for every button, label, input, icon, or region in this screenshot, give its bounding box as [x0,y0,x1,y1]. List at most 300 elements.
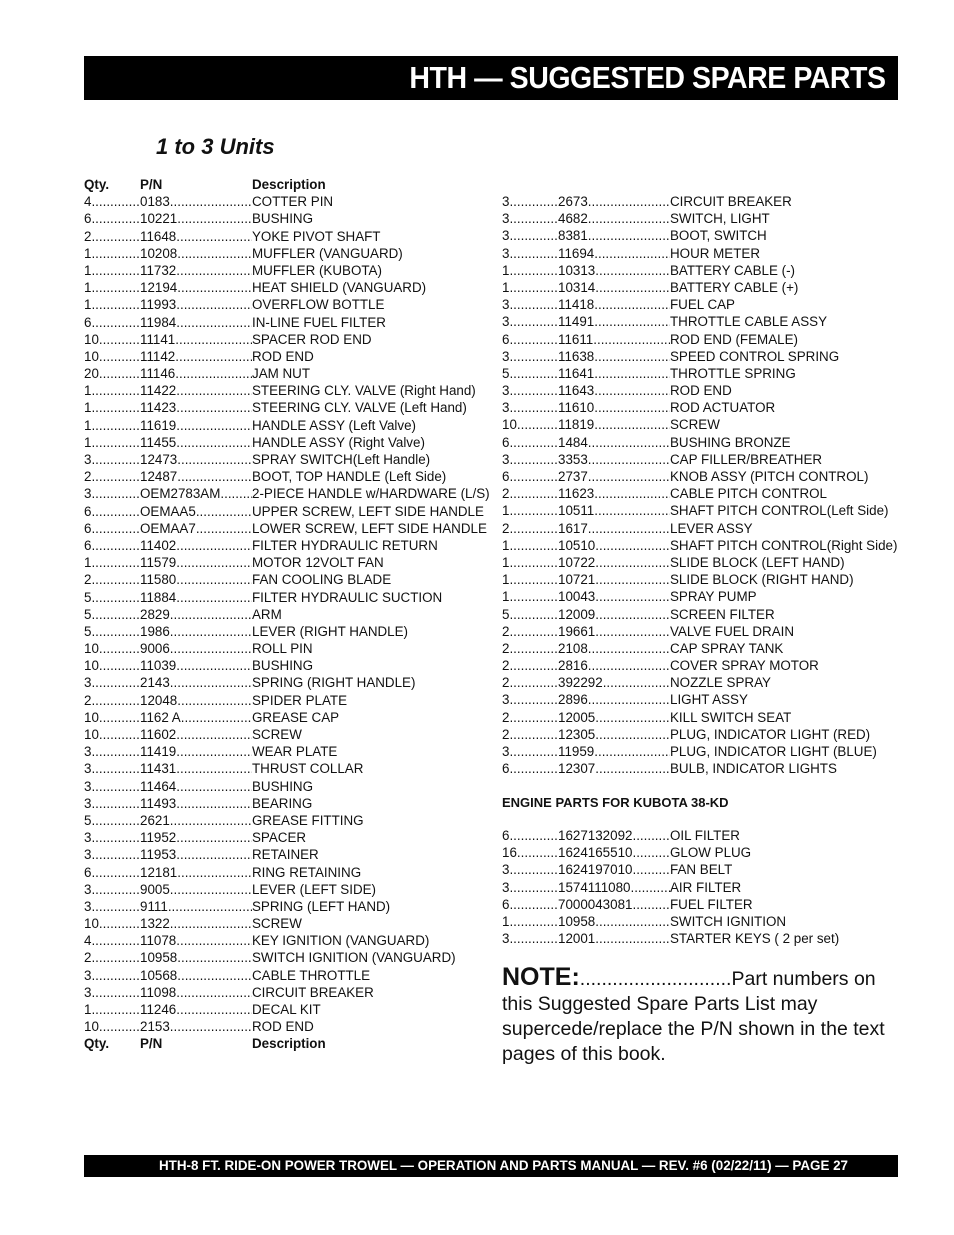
qty-header: Qty. [84,177,110,192]
part-number: 11039 ..... [140,657,252,674]
part-number: 12473 ..... [140,451,252,468]
list-item [502,657,902,674]
part-description: THROTTLE SPRING [670,365,796,381]
part-qty: 1 ..... [84,554,140,571]
list-item [84,210,484,227]
part-description: CIRCUIT BREAKER [670,194,792,209]
part-number: OEMAA7 ..... [140,520,252,537]
part-description: STEERING CLY. VALVE (Left Hand) [252,400,467,416]
part-description: AIR FILTER [670,879,742,895]
part-description: FAN COOLING BLADE [252,572,392,588]
part-number: 3353 ..... [558,451,670,468]
part-number: 11078 ..... [140,932,252,949]
part-description: SPRAY PUMP [670,589,757,605]
part-number: 1574111080 ..... [558,879,670,896]
list-item [84,1001,484,1018]
part-qty: 1 ..... [502,537,558,554]
part-number: 10721 ..... [558,571,670,588]
part-qty: 10 ..... [84,331,140,348]
part-qty: 5 ..... [84,606,140,623]
part-description: SWITCH, LIGHT [670,211,770,227]
part-qty: 2 ..... [84,468,140,485]
part-description: LEVER (LEFT SIDE) [252,881,377,897]
part-description: PLUG, INDICATOR LIGHT (RED) [670,726,871,742]
part-description: KEY IGNITION (VANGUARD) [252,933,430,949]
list-item [84,846,484,863]
part-number: OEMAA5 ..... [140,503,252,520]
part-description: YOKE PIVOT SHAFT [252,228,381,244]
part-qty: 2 ..... [502,640,558,657]
part-number: 10208 ..... [140,245,252,262]
part-description: BUSHING [252,778,314,794]
part-qty: 5 ..... [502,606,558,623]
list-item [84,365,484,382]
part-qty: 2 ..... [502,726,558,743]
part-description: KNOB ASSY (PITCH CONTROL) [670,469,869,484]
part-number: 7000043081 ..... [558,896,670,913]
part-number: 10043 ..... [558,588,670,605]
list-item [502,709,902,726]
part-description: CAP SPRAY TANK [670,640,784,656]
list-item [84,571,484,588]
list-item [502,827,902,844]
left-parts-list [84,176,490,1053]
list-item [502,313,902,330]
list-item [502,760,902,777]
part-qty: 16 ..... [502,844,558,861]
part-description: SPIDER PLATE [252,692,348,708]
part-number: 1986 ..... [140,623,252,640]
part-number: 11619 ..... [140,417,252,434]
part-number: 11819 ..... [558,416,670,433]
part-number: 11610 ..... [558,399,670,416]
part-qty: 6 ..... [84,520,140,537]
part-qty: 3 ..... [502,227,558,244]
part-description: SCREEN FILTER [670,606,775,622]
part-qty: 1 ..... [84,434,140,451]
list-item [502,365,902,382]
list-item [84,554,484,571]
list-item [502,844,902,861]
part-number: 11141 ..... [140,331,252,348]
part-qty: 3 ..... [502,879,558,896]
list-item [84,417,484,434]
list-item [84,279,484,296]
part-number: 11623 ..... [558,485,670,502]
part-number: 10314 ..... [558,279,670,296]
part-number: 2816 ..... [558,657,670,674]
list-item [84,949,484,966]
part-description: FUEL FILTER [670,896,753,912]
part-description: GREASE FITTING [252,812,364,828]
description-header: Description [252,1036,326,1052]
list-item [502,193,902,210]
part-description: LEVER ASSY [670,520,753,536]
part-qty: 2 ..... [84,571,140,588]
list-item [84,829,484,846]
list-item [84,382,484,399]
part-description: SHAFT PITCH CONTROL(Right Side) [670,537,898,553]
part-number: 12307 ..... [558,760,670,777]
list-item [84,812,484,829]
part-qty: 2 ..... [84,949,140,966]
part-qty: 3 ..... [502,313,558,330]
part-number: 11643 ..... [558,382,670,399]
list-item [502,227,902,244]
part-qty: 6 ..... [84,314,140,331]
part-qty: 2 ..... [502,520,558,537]
part-qty: 20 ..... [84,365,140,382]
part-description: SPRAY SWITCH(Left Handle) [252,452,431,467]
part-number: 11984 ..... [140,314,252,331]
list-item [502,571,902,588]
part-qty: 6 ..... [502,827,558,844]
part-qty: 3 ..... [84,485,140,502]
part-qty: 2 ..... [502,657,558,674]
list-item [84,468,484,485]
list-item [502,861,902,878]
list-item [84,674,484,691]
part-number: 11491 ..... [558,313,670,330]
part-qty: 10 ..... [502,416,558,433]
part-qty: 6 ..... [502,331,558,348]
part-qty: 1 ..... [502,279,558,296]
part-qty: 10 ..... [84,915,140,932]
part-description: RING RETAINING [252,864,362,880]
part-qty: 5 ..... [502,365,558,382]
part-description: SWITCH IGNITION [670,913,787,929]
part-description: SCREW [252,916,302,932]
part-number: 2673 ..... [558,193,670,210]
part-qty: 3 ..... [84,451,140,468]
part-number: 10511 ..... [558,502,670,519]
part-number: 11246 ..... [140,1001,252,1018]
part-number: 2829 ..... [140,606,252,623]
list-item [502,245,902,262]
part-qty: 2 ..... [84,228,140,245]
part-qty: 1 ..... [84,1001,140,1018]
part-description: CABLE PITCH CONTROL [670,486,827,502]
list-item [502,554,902,571]
part-qty: 1 ..... [84,296,140,313]
part-description: COVER SPRAY MOTOR [670,658,819,674]
part-qty: 3 ..... [502,382,558,399]
part-number: 1624197010 ..... [558,861,670,878]
part-qty: 6 ..... [502,468,558,485]
part-number: 8381 ..... [558,227,670,244]
list-item [84,726,484,743]
list-item [84,193,484,210]
part-description: THROTTLE CABLE ASSY [670,314,828,330]
part-number: 2108 ..... [558,640,670,657]
list-item [84,520,487,537]
part-description: JAM NUT [252,366,311,382]
part-number: 2737 ..... [558,468,670,485]
part-number: 1322 ..... [140,915,252,932]
left-parts-rows [84,193,490,1035]
part-qty: 1 ..... [502,571,558,588]
part-description: ROLL PIN [252,641,313,657]
list-item [502,588,902,605]
list-item [84,623,484,640]
engine-parts-heading: ENGINE PARTS FOR KUBOTA 38-KD [502,795,729,810]
part-number: 1624165510 ..... [558,844,670,861]
list-item [84,485,490,502]
list-item [502,210,902,227]
part-description: NOZZLE SPRAY [670,675,771,691]
list-item [502,743,902,760]
part-description: THRUST COLLAR [252,761,364,777]
part-description: HEAT SHIELD (VANGUARD) [252,280,427,296]
part-qty: 3 ..... [502,296,558,313]
part-number: 12009 ..... [558,606,670,623]
list-item [84,795,484,812]
footer-text: HTH-8 FT. RIDE-ON POWER TROWEL — OPERATION AND PARTS MANUAL — REV. #6 (02/22/11) — PAGE 27 [159,1158,848,1173]
part-number: 11455 ..... [140,434,252,451]
list-item [84,228,484,245]
part-number: 1617 ..... [558,520,670,537]
part-description: FAN BELT [670,862,733,878]
part-qty: 3 ..... [502,210,558,227]
list-item [84,314,484,331]
part-number: 2621 ..... [140,812,252,829]
part-description: BEARING [252,795,313,811]
list-item [502,896,902,913]
part-qty: 1 ..... [84,245,140,262]
list-item [84,692,484,709]
part-qty: 3 ..... [502,930,558,947]
list-item [84,296,484,313]
part-qty: 6 ..... [84,210,140,227]
list-item [502,434,902,451]
list-item [502,520,902,537]
part-qty: 10 ..... [84,348,140,365]
part-number: 392292 ..... [558,674,670,691]
list-item [84,640,484,657]
pn-header: P/N [140,177,163,192]
list-item [502,451,902,468]
part-qty: 1 ..... [502,262,558,279]
list-item [84,778,484,795]
list-item [84,984,484,1001]
part-number: 11611 ..... [558,331,670,348]
part-number: 10510 ..... [558,537,670,554]
part-number: 10313 ..... [558,262,670,279]
part-description: SHAFT PITCH CONTROL(Left Side) [670,503,889,519]
list-item [502,691,902,708]
part-description: FILTER HYDRAULIC RETURN [252,537,438,553]
part-description: LEVER (RIGHT HANDLE) [252,623,409,639]
list-item [84,967,484,984]
part-number: 1627132092 ..... [558,827,670,844]
part-qty: 10 ..... [84,726,140,743]
part-description: HANDLE ASSY (Right Valve) [252,434,425,450]
part-description: PLUG, INDICATOR LIGHT (BLUE) [670,744,877,759]
part-number: 0183 ..... [140,193,252,210]
part-qty: 3 ..... [502,399,558,416]
part-description: VALVE FUEL DRAIN [670,623,795,639]
part-number: 12005 ..... [558,709,670,726]
part-qty: 3 ..... [84,674,140,691]
list-item [84,915,484,932]
part-qty: 6 ..... [502,434,558,451]
part-description: BUSHING BRONZE [670,434,791,450]
right-parts-list [502,193,902,777]
part-description: BATTERY CABLE (+) [670,279,799,295]
part-description: FUEL CAP [670,297,735,313]
part-number: 1484 ..... [558,434,670,451]
pn-header: P/N [140,1036,163,1052]
part-description: DECAL KIT [252,1002,321,1017]
part-description: SPACER [252,830,307,846]
part-qty: 5 ..... [84,623,140,640]
description-header: Description [252,177,326,192]
part-number: 10722 ..... [558,554,670,571]
part-qty: 6 ..... [502,896,558,913]
list-item [84,898,484,915]
part-number: 11993 ..... [140,296,252,313]
part-qty: 3 ..... [502,691,558,708]
part-qty: 3 ..... [502,348,558,365]
part-qty: 2 ..... [502,623,558,640]
part-qty: 3 ..... [84,846,140,863]
part-number: 11732 ..... [140,262,252,279]
part-description: SLIDE BLOCK (LEFT HAND) [670,554,845,570]
part-number: 11953 ..... [140,846,252,863]
note-block [502,965,902,1067]
part-description: KILL SWITCH SEAT [670,709,792,725]
list-item [84,245,484,262]
part-description: SWITCH IGNITION (VANGUARD) [252,950,456,966]
part-description: COTTER PIN [252,194,334,210]
list-item [502,726,902,743]
part-description: 2-PIECE HANDLE w/HARDWARE (L/S) [252,486,490,502]
part-description: OVERFLOW BOTTLE [252,297,385,313]
part-qty: 2 ..... [502,674,558,691]
part-number: 2896 ..... [558,691,670,708]
part-description: SPACER ROD END [252,331,372,347]
part-qty: 1 ..... [502,554,558,571]
part-description: HANDLE ASSY (Left Valve) [252,417,416,433]
list-item [84,589,484,606]
part-qty: 1 ..... [502,502,558,519]
part-qty: 6 ..... [502,760,558,777]
part-number: 10958 ..... [140,949,252,966]
part-number: 11641 ..... [558,365,670,382]
part-description: BOOT, TOP HANDLE (Left Side) [252,469,447,485]
part-description: WEAR PLATE [252,744,338,760]
list-item [84,709,484,726]
part-qty: 4 ..... [84,932,140,949]
part-description: BULB, INDICATOR LIGHTS [670,761,837,777]
part-number: 2143 ..... [140,674,252,691]
part-number: 2153 ..... [140,1018,252,1035]
part-qty: 1 ..... [84,279,140,296]
list-item [502,399,902,416]
part-description: SPRING (LEFT HAND) [252,898,391,914]
part-description: CIRCUIT BREAKER [252,984,374,1000]
part-description: BUSHING [252,658,314,674]
part-number: 11579 ..... [140,554,252,571]
list-item [502,279,902,296]
part-qty: 2 ..... [84,692,140,709]
part-description: UPPER SCREW, LEFT SIDE HANDLE [252,503,484,519]
part-description: SPRING (RIGHT HANDLE) [252,675,416,691]
part-qty: 10 ..... [84,1018,140,1035]
note-label: NOTE: [502,963,580,991]
list-item [502,537,902,554]
part-description: MUFFLER (VANGUARD) [252,245,403,261]
part-description: FILTER HYDRAULIC SUCTION [252,589,443,605]
part-qty: 3 ..... [84,760,140,777]
part-qty: 10 ..... [84,657,140,674]
part-qty: 1 ..... [84,417,140,434]
part-number: 11419 ..... [140,743,252,760]
part-description: MUFFLER (KUBOTA) [252,262,382,278]
part-qty: 10 ..... [84,709,140,726]
part-qty: 3 ..... [84,898,140,915]
part-qty: 3 ..... [84,778,140,795]
part-qty: 4 ..... [84,193,140,210]
part-qty: 1 ..... [502,913,558,930]
part-number: 11098 ..... [140,984,252,1001]
part-qty: 10 ..... [84,640,140,657]
part-description: RETAINER [252,847,319,863]
part-description: ROD ACTUATOR [670,400,776,416]
part-number: 9006 ..... [140,640,252,657]
part-qty: 3 ..... [502,193,558,210]
page-title: HTH — SUGGESTED SPARE PARTS [409,60,886,95]
part-number: 11952 ..... [140,829,252,846]
list-item [502,348,902,365]
part-description: ROD END [670,383,732,399]
part-qty: 2 ..... [502,709,558,726]
part-description: LOWER SCREW, LEFT SIDE HANDLE [252,520,487,536]
part-number: 10221 ..... [140,210,252,227]
part-qty: 1 ..... [84,382,140,399]
part-number: 11431 ..... [140,760,252,777]
list-item [84,932,484,949]
list-item [84,606,484,623]
part-description: GREASE CAP [252,709,340,725]
part-description: SPEED CONTROL SPRING [670,348,840,364]
list-item [84,262,484,279]
part-qty: 1 ..... [84,399,140,416]
list-item [84,743,484,760]
part-number: 11638 ..... [558,348,670,365]
list-item [84,399,484,416]
part-number: 9111 ..... [140,898,252,915]
part-qty: 1 ..... [84,262,140,279]
part-description: SLIDE BLOCK (RIGHT HAND) [670,572,854,588]
part-description: ARM [252,606,282,622]
part-qty: 5 ..... [84,589,140,606]
part-number: 1162 A ..... [140,709,252,726]
part-number: 10958 ..... [558,913,670,930]
part-qty: 6 ..... [84,537,140,554]
note-leader: ............................ [579,968,732,990]
part-description: IN-LINE FUEL FILTER [252,314,386,330]
part-number: 12001 ..... [558,930,670,947]
list-item [84,348,484,365]
part-number: 12487 ..... [140,468,252,485]
part-description: SCREW [252,727,302,742]
part-qty: 6 ..... [84,503,140,520]
part-number: 11580 ..... [140,571,252,588]
list-item [84,451,484,468]
part-qty: 6 ..... [84,864,140,881]
list-item [502,485,902,502]
